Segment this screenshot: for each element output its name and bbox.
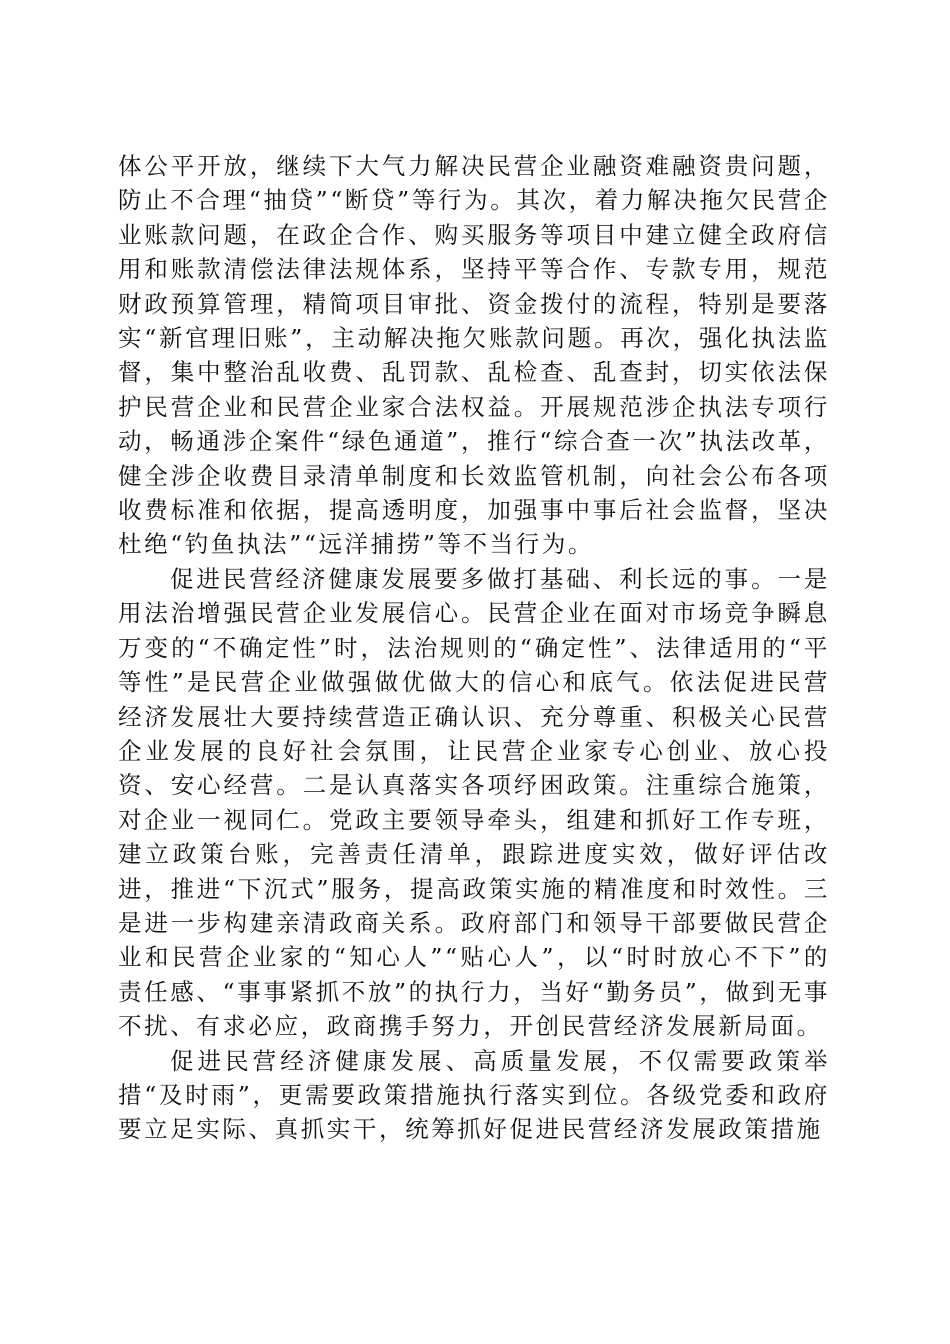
paragraph-2: 促进民营经济健康发展要多做打基础、利长远的事。一是用法治增强民营企业发展信心。民营企业在面对市场竞争瞬息万变的“不确定性”时，法治规则的“确定性”、法律适用的“平等性”是民营企业做强做优做大的信心和底气。依法促进民营经济发展壮大要持续营造正确认识、充分尊重、积极关心民营企业发展的良好社会氛围，让民营企业家专心创业、放心投资、安心经营。二是认真落实各项纾困政策。注重综合施策，对企业一视同仁。党政主要领导牵头，组建和抓好工作专班，建立政策台账，完善责任清单，跟踪进度实效，做好评估改进，推进“下沉式”服务，提高政策实施的精准度和时效性。三是进一步构建亲清政商关系。政府部门和领导干部要做民营企业和民营企业家的“知心人”“贴心人”，以“时时放心不下”的责任感、“事事紧抓不放”的执行力，当好“勤务员”，做到无事不扰、有求必应，政商携手努力，开创民营经济发展新局面。 — [118, 564, 830, 1041]
paragraph-1: 体公平开放，继续下大气力解决民营企业融资难融资贵问题，防止不合理“抽贷”“断贷”等行为。其次，着力解决拖欠民营企业账款问题，在政企合作、购买服务等项目中建立健全政府信用和账款清偿法律法规体系，坚持平等合作、专款专用，规范财政预算管理，精简项目审批、资金拨付的流程，特别是要落实“新官理旧账”，主动解决拖欠账款问题。再次，强化执法监督，集中整治乱收费、乱罚款、乱检查、乱查封，切实依法保护民营企业和民营企业家合法权益。开展规范涉企执法专项行动，畅通涉企案件“绿色通道”，推行“综合查一次”执法改革，健全涉企收费目录清单制度和长效监管机制，向社会公布各项收费标准和依据，提高透明度，加强事中事后社会监督，坚决杜绝“钓鱼执法”“远洋捕捞”等不当行为。 — [118, 152, 830, 559]
body-text — [118, 149, 830, 1147]
paragraph-3: 促进民营经济健康发展、高质量发展，不仅需要政策举措“及时雨”，更需要政策措施执行落实到位。各级党委和政府要立足实际、真抓实干，统筹抓好促进民营经济发展政策措施 — [118, 1046, 830, 1144]
